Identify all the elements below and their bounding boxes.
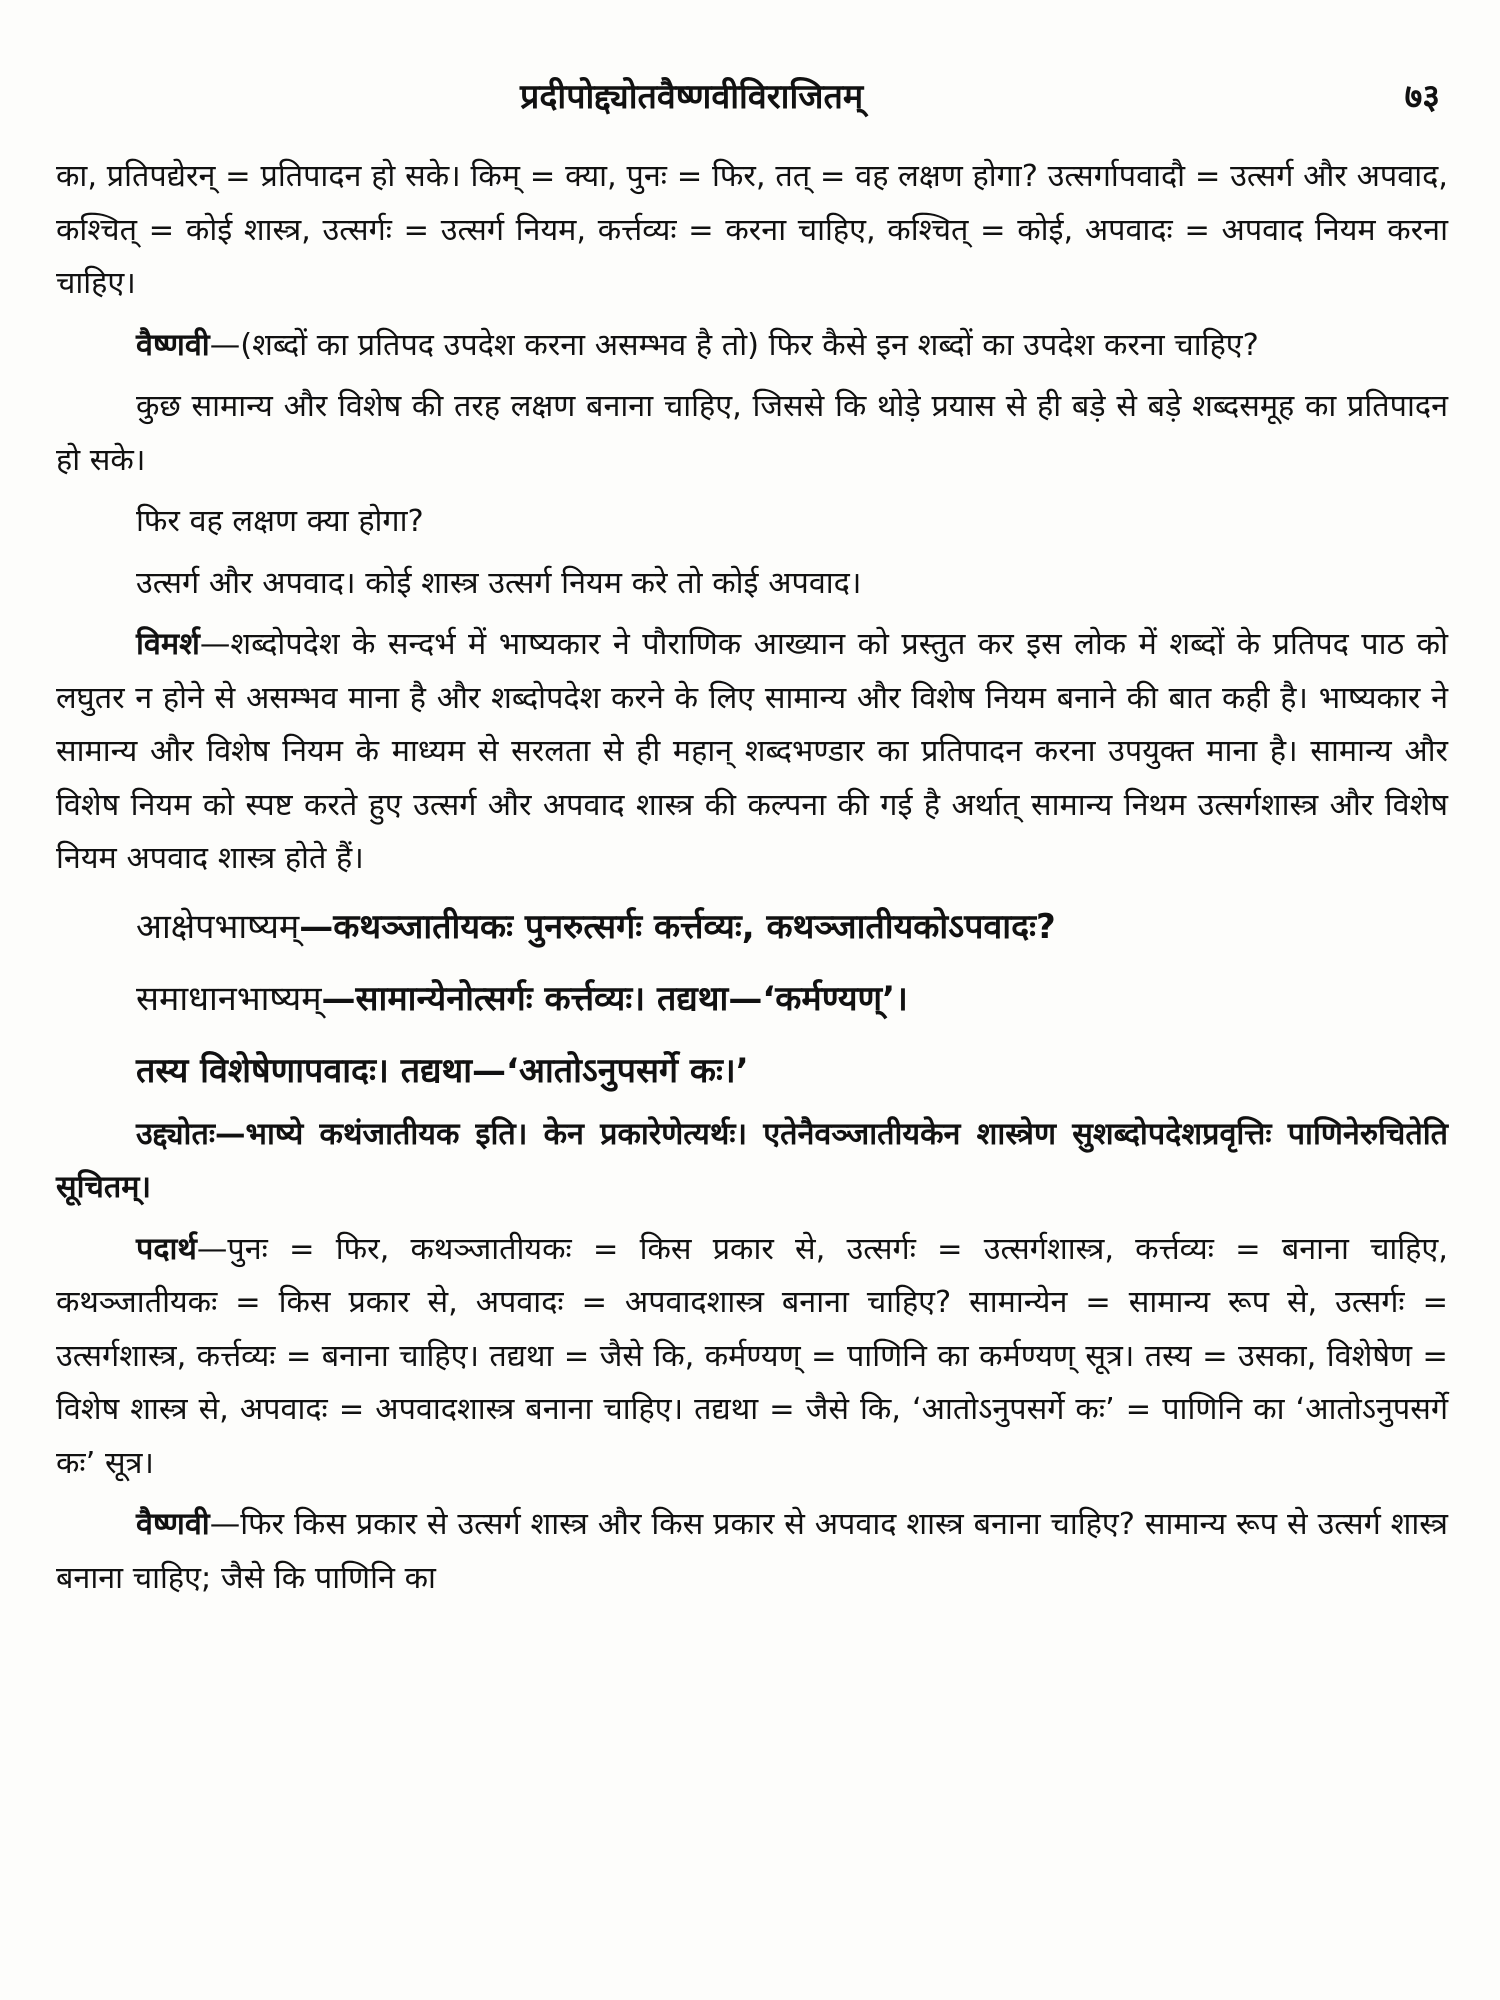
paragraph-1: का, प्रतिपद्येरन् = प्रतिपादन हो सके। किम् = क्या, पुनः = फिर, तत् = वह लक्षण होगा? उत्सर्गापवादौ = उत्सर्ग और अपवाद, कश्चित् = कोई शास्त्र, उत्सर्गः = उत्सर्ग नियम, कर्त्तव्यः = करना चाहिए, कश्चित् = कोई, अपवादः = अपवाद नियम करना चाहिए। <box>56 159 1448 301</box>
akshepa-text: —कथञ्जातीयकः पुनरुत्सर्गः कर्त्तव्यः, कथञ्जातीयकोऽपवादः? <box>299 906 1056 947</box>
vaishnavi-text-2: —फिर किस प्रकार से उत्सर्ग शास्त्र और किस प्रकार से अपवाद शास्त्र बनाना चाहिए? सामान्य रूप से उत्सर्ग शास्त्र बनाना चाहिए; जैसे कि पाणिनि का <box>56 1507 1448 1596</box>
paragraph-vimarsha <box>56 618 1448 886</box>
paragraph-samadhana-bhashya <box>56 968 1448 1030</box>
paragraph-vishesha-apavada: तस्य विशेषेणापवादः। तद्यथा—‘आतोऽनुपसर्गे कः।’ <box>136 1050 749 1091</box>
paragraph-4: फिर वह लक्षण क्या होगा? <box>136 504 424 539</box>
uddyota-text: —भाष्ये कथंजातीयक इति। केन प्रकारेणेत्यर्थः। एतेनैवञ्जातीयकेन शास्त्रेण सुशब्दोपदेशप्रवृत्तिः पाणिनेरुचितेति सूचितम्। <box>56 1116 1448 1205</box>
paragraph-uddyota <box>56 1108 1448 1215</box>
padartha-text: —पुनः = फिर, कथञ्जातीयकः = किस प्रकार से, उत्सर्गः = उत्सर्गशास्त्र, कर्त्तव्यः = बनाना चाहिए, कथञ्जातीयकः = किस प्रकार से, अपवादः = अपवादशास्त्र बनाना चाहिए? सामान्येन = सामान्य रूप से, उत्सर्गः = उत्सर्गशास्त्र, कर्त्तव्यः = बनाना चाहिए। तद्यथा = जैसे कि, कर्मण्यण् = पाणिनि का कर्मण्यण् सूत्र। तस्य = उसका, विशेषेण = विशेष शास्त्र से, अपवादः = अपवादशास्त्र बनाना चाहिए। तद्यथा = जैसे कि, ‘आतोऽनुपसर्गे कः’ = पाणिनि का ‘आतोऽनुपसर्गे कः’ सूत्र। <box>56 1231 1448 1481</box>
uddyota-label: उद्द्योतः <box>136 1116 215 1152</box>
vimarsha-label: विमर्श <box>136 627 200 662</box>
vaishnavi-label-2: वैष्णवी <box>136 1507 210 1542</box>
body-text <box>56 150 1448 1613</box>
page-number: ७३ <box>1404 77 1440 117</box>
padartha-label: पदार्थ <box>136 1231 197 1267</box>
paragraph-vaishnavi-1 <box>56 319 1448 373</box>
paragraph-akshepa-bhashya <box>56 896 1448 958</box>
akshepa-label: आक्षेपभाष्यम् <box>136 906 300 947</box>
paragraph-padartha <box>56 1223 1448 1491</box>
vaishnavi-label: वैष्णवी <box>136 327 210 363</box>
paragraph-vaishnavi-2 <box>56 1498 1448 1605</box>
vimarsha-text: —शब्दोपदेश के सन्दर्भ में भाष्यकार ने पौराणिक आख्यान को प्रस्तुत कर इस लोक में शब्दों के प्रतिपद पाठ को लघुतर न होने से असम्भव माना है और शब्दोपदेश करने के लिए सामान्य और विशेष नियम बनाने की बात कही है। भाष्यकार ने सामान्य और विशेष नियम के माध्यम से सरलता से ही महान् शब्दभण्डार का प्रतिपादन करना उपयुक्त माना है। सामान्य और विशेष नियम को स्पष्ट करते हुए उत्सर्ग और अपवाद शास्त्र की कल्पना की गई है अर्थात् सामान्य निथम उत्सर्गशास्त्र और विशेष नियम अपवाद शास्त्र होते हैं। <box>56 627 1448 876</box>
samadhana-text: —सामान्येनोत्सर्गः कर्त्तव्यः। तद्यथा—‘कर्मण्यण्’। <box>321 978 908 1019</box>
vaishnavi-text: —(शब्दों का प्रतिपद उपदेश करना असम्भव है तो) फिर कैसे इन शब्दों का उपदेश करना चाहिए? <box>209 327 1259 363</box>
page-title: प्रदीपोद्द्योतवैष्णवीविराजितम् <box>520 77 864 117</box>
samadhana-label: समाधानभाष्यम् <box>136 978 322 1019</box>
paragraph-3: कुछ सामान्य और विशेष की तरह लक्षण बनाना चाहिए, जिससे कि थोड़े प्रयास से ही बड़े से बड़े शब्दसमूह का प्रतिपादन हो सके। <box>56 389 1448 478</box>
running-head <box>0 72 1500 122</box>
paragraph-5: उत्सर्ग और अपवाद। कोई शास्त्र उत्सर्ग नियम करे तो कोई अपवाद। <box>136 565 862 601</box>
